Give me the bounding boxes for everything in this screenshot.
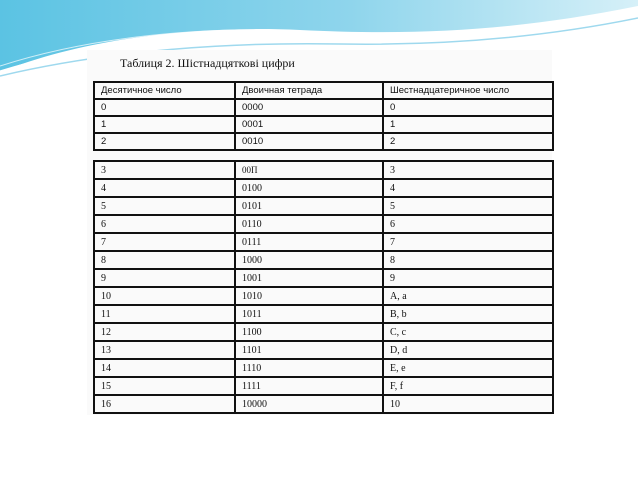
table-row	[94, 161, 553, 179]
hex-table-bottom	[93, 160, 554, 414]
cell-hex: C, c	[383, 323, 553, 341]
cell-decimal: 9	[94, 269, 235, 287]
cell-decimal: 7	[94, 233, 235, 251]
cell-hex: F, f	[383, 377, 553, 395]
cell-hex: 9	[383, 269, 553, 287]
header-hex: Шестнадцатеричное число	[383, 82, 553, 99]
cell-decimal: 2	[94, 133, 235, 150]
table-row	[94, 116, 553, 133]
table-row	[94, 179, 553, 197]
table-row	[94, 341, 553, 359]
cell-decimal: 4	[94, 179, 235, 197]
cell-decimal: 5	[94, 197, 235, 215]
cell-binary: 0110	[235, 215, 383, 233]
cell-decimal: 13	[94, 341, 235, 359]
cell-hex: 0	[383, 99, 553, 116]
table-row	[94, 251, 553, 269]
table-row	[94, 269, 553, 287]
cell-decimal: 0	[94, 99, 235, 116]
cell-hex: 5	[383, 197, 553, 215]
cell-binary: 1111	[235, 377, 383, 395]
cell-decimal: 14	[94, 359, 235, 377]
cell-decimal: 15	[94, 377, 235, 395]
table-header-row	[94, 82, 553, 99]
cell-decimal: 16	[94, 395, 235, 413]
cell-binary: 1110	[235, 359, 383, 377]
cell-binary: 0000	[235, 99, 383, 116]
cell-binary: 1000	[235, 251, 383, 269]
cell-hex: B, b	[383, 305, 553, 323]
table-row	[94, 305, 553, 323]
table-row	[94, 323, 553, 341]
table-row	[94, 99, 553, 116]
cell-hex: 6	[383, 215, 553, 233]
cell-binary: 1101	[235, 341, 383, 359]
table-row	[94, 395, 553, 413]
table-row	[94, 197, 553, 215]
cell-hex: 8	[383, 251, 553, 269]
cell-hex: 2	[383, 133, 553, 150]
table-caption: Таблиця 2. Шістнадцяткові цифри	[120, 56, 295, 70]
cell-binary: 1100	[235, 323, 383, 341]
cell-hex: 1	[383, 116, 553, 133]
cell-decimal: 10	[94, 287, 235, 305]
cell-hex: E, e	[383, 359, 553, 377]
cell-hex: 10	[383, 395, 553, 413]
cell-binary: 0001	[235, 116, 383, 133]
cell-decimal: 12	[94, 323, 235, 341]
cell-decimal: 11	[94, 305, 235, 323]
cell-decimal: 1	[94, 116, 235, 133]
table-row	[94, 359, 553, 377]
cell-binary: 1001	[235, 269, 383, 287]
cell-binary: 1011	[235, 305, 383, 323]
cell-decimal: 6	[94, 215, 235, 233]
cell-decimal: 3	[94, 161, 235, 179]
cell-hex: 3	[383, 161, 553, 179]
cell-binary: 0010	[235, 133, 383, 150]
table-row	[94, 215, 553, 233]
table-row	[94, 133, 553, 150]
cell-decimal: 8	[94, 251, 235, 269]
cell-binary: 0111	[235, 233, 383, 251]
cell-binary: 0101	[235, 197, 383, 215]
header-decimal: Десятичное число	[94, 82, 235, 99]
cell-binary: 0100	[235, 179, 383, 197]
cell-hex: 4	[383, 179, 553, 197]
cell-binary: 10000	[235, 395, 383, 413]
table-row	[94, 287, 553, 305]
header-binary: Двоичная тетрада	[235, 82, 383, 99]
cell-hex: A, a	[383, 287, 553, 305]
table-row	[94, 377, 553, 395]
cell-binary: 1010	[235, 287, 383, 305]
table-row	[94, 233, 553, 251]
hex-table-top	[93, 81, 554, 151]
cell-hex: D, d	[383, 341, 553, 359]
cell-hex: 7	[383, 233, 553, 251]
cell-binary: 00П	[235, 161, 383, 179]
